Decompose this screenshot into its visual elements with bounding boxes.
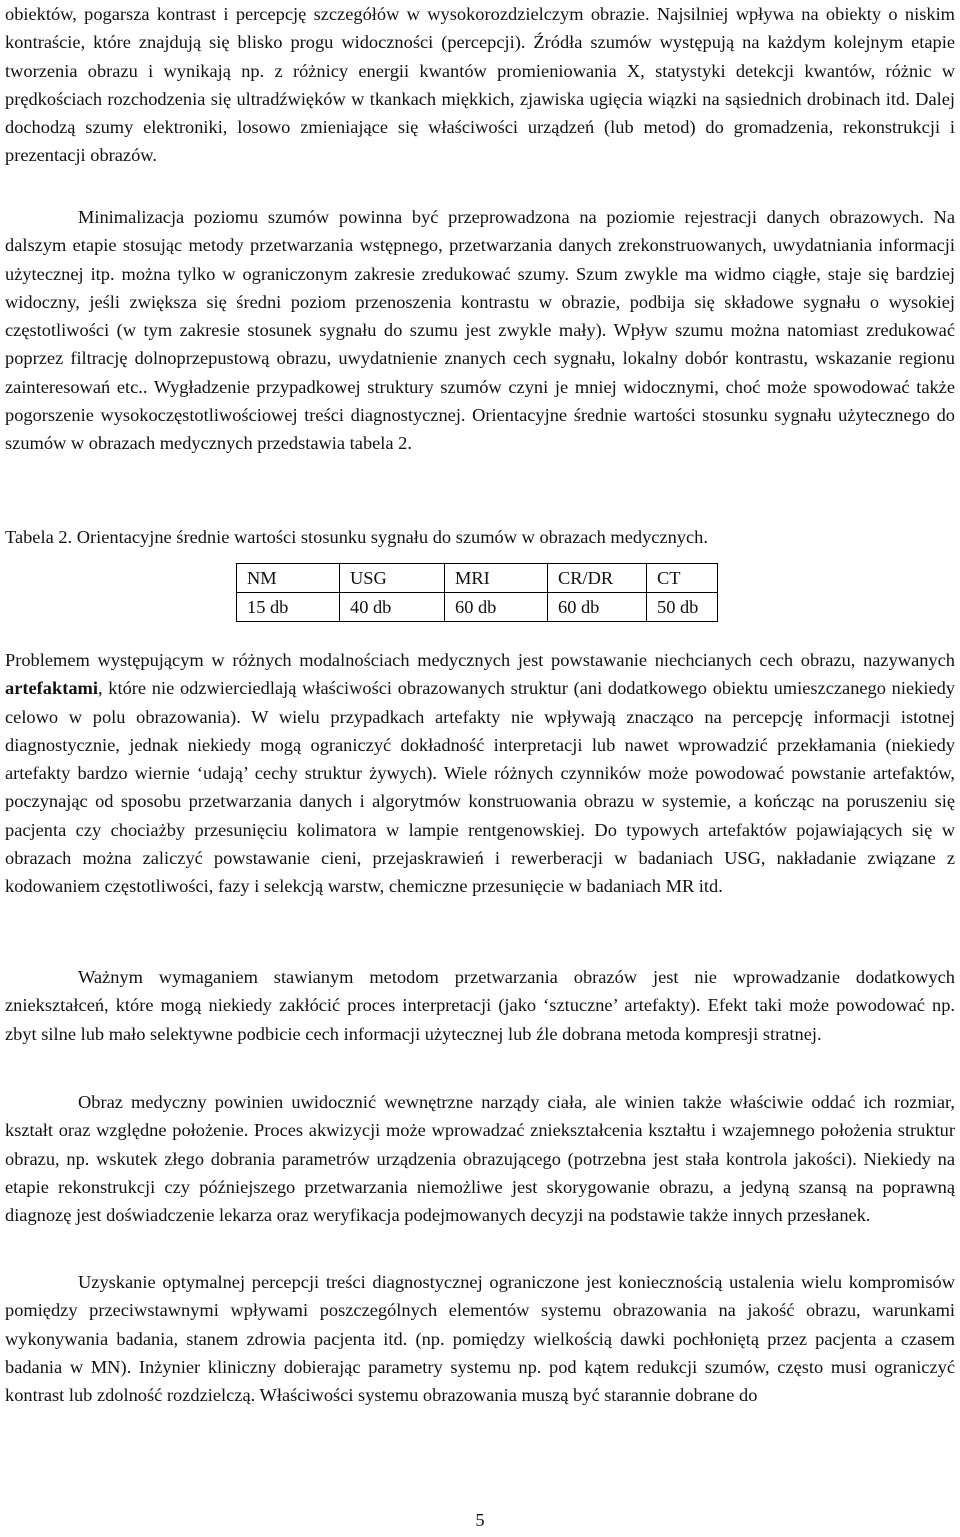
table-header-cell: USG — [340, 564, 445, 593]
table-cell: 60 db — [445, 593, 548, 622]
paragraph-compromises: Uzyskanie optymalnej percepcji treści diagnostycznej ograniczone jest koniecznością ustalenia wielu kompromisów pomiędzy przeciwstawnymi wpływami poszczególnych elementów systemu obrazowania na jakość obrazu, warunkami wykonywania badania, stanem zdrowia pacjenta itd. (np. pomiędzy wielkością dawki pochłoniętą przez pacjenta a czasem badania w MN). Inżynier kliniczny dobierając parametry systemu np. pod kątem redukcji szumów, często musi ograniczyć kontrast lub zdolność rozdzielczą. Właściwości systemu obrazowania muszą być starannie dobrane do — [5, 1272, 955, 1406]
paragraph-noise-reduction: Minimalizacja poziomu szumów powinna być przeprowadzona na poziomie rejestracji danych obrazowych. Na dalszym etapie stosując metody przetwarzania wstępnego, przetwarzania danych zrekonstruowanych, uwydatniania informacji użytecznej itp. można tylko w ograniczonym zakresie zredukować szumy. Szum zwykle ma widmo ciągłe, staje się bardziej widoczny, jeśli zwiększa się średni poziom przenoszenia kontrastu w obrazie, podbija się składowe sygnału o wysokiej częstotliwości (w tym zakresie stosunek sygnału do szumu jest zwykle mały). Wpływ szumu można natomiast zredukować poprzez filtrację dolnoprzepustową obrazu, uwydatnienie znanych cech sygnału, lokalny dobór kontrastu, wskazanie regionu zainteresowań etc.. Wygładzenie przypadkowej struktury szumów czyni je mniej widocznymi, choć może spowodować także pogorszenie wysokoczęstotliwościowej treści diagnostycznej. Orientacyjne średnie wartości stosunku sygnału użytecznego do szumów w obrazach medycznych przedstawia tabela 2. — [5, 207, 955, 454]
snr-table — [236, 563, 718, 622]
table-cell: 40 db — [340, 593, 445, 622]
paragraph-processing-requirements: Ważnym wymaganiem stawianym metodom przetwarzania obrazów jest nie wprowadzanie dodatkowych zniekształceń, które mogą niekiedy zakłócić proces interpretacji (jako ‘sztuczne’ artefakty). Efekt taki może powodować np. zbyt silne lub mało selektywne podbicie cech informacji użytecznej lub źle dobrana metoda kompresji stratnej. — [5, 967, 955, 1044]
table-header-cell: CR/DR — [548, 564, 647, 593]
table-header-cell: NM — [237, 564, 340, 593]
page-number: 5 — [475, 1510, 485, 1530]
paragraph-artifacts — [5, 646, 955, 901]
artifacts-term: artefaktami — [5, 678, 98, 699]
artifacts-text-start: Problemem występującym w różnych modalnościach medycznych jest powstawanie niechcianych cech obrazu, nazywanych — [5, 650, 955, 670]
paragraph-geometry: Obraz medyczny powinien uwidocznić wewnętrzne narządy ciała, ale winien także właściwie oddać ich rozmiar, kształt oraz względne położenie. Proces akwizycji może wprowadzać zniekształcenia kształtu i wzajemnego położenia struktur obrazu, np. wskutek złego dobrania parametrów urządzenia obrazującego (potrzebna jest stała kontrola jakości). Niekiedy na etapie rekonstrukcji czy późniejszego przetwarzania niemożliwe jest skorygowanie obrazu, a jedyną szansą na poprawną diagnozę jest doświadczenie lekarza oraz weryfikacja podejmowanych decyzji na podstawie także innych przesłanek. — [5, 1092, 955, 1226]
table-cell: 60 db — [548, 593, 647, 622]
artifacts-text-end: , które nie odzwierciedlają właściwości obrazowanych struktur (ani dodatkowego obiektu umieszczanego niekiedy celowo w polu obrazowania). W wielu przypadkach artefakty nie wpływają znacząco na percepcję informacji istotnej diagnostycznie, jednak niekiedy mogą ograniczyć dokładność interpretacji lub nawet wprowadzić przekłamania (niekiedy artefakty bardzo wiernie ‘udają’ cechy struktur żywych). Wiele różnych czynników może powodować powstanie artefaktów, poczynając od sposobu przetwarzania danych i algorytmów konstruowania obrazu w systemie, a kończąc na poruszeniu się pacjenta czy chociażby przesunięciu kolimatora w lampie rentgenowskiej. Do typowych artefaktów pojawiających się w obrazach można zaliczyć powstawanie cieni, przejaskrawień i rewerberacji w badaniach USG, nakładanie związane z kodowaniem częstotliwości, fazy i selekcją warstw, chemiczne przesunięcie w badaniach MR itd. — [5, 678, 955, 897]
table-header-cell: MRI — [445, 564, 548, 593]
table-cell: 50 db — [647, 593, 718, 622]
table-header-cell: CT — [647, 564, 718, 593]
table-cell: 15 db — [237, 593, 340, 622]
table-row — [237, 593, 718, 622]
table-header-row — [237, 564, 718, 593]
paragraph-noise-sources: obiektów, pogarsza kontrast i percepcję szczegółów w wysokorozdzielczym obrazie. Najsilniej wpływa na obiekty o niskim kontraście, które znajdują się blisko progu widoczności (percepcji). Źródła szumów występują na każdym kolejnym etapie tworzenia obrazu i wynikają np. z różnicy energii kwantów promieniowania X, statystyki detekcji kwantów, różnic w prędkościach rozchodzenia się ultradźwięków w tkankach miękkich, zjawiska ugięcia wiązki na sąsiednich drobinach itd. Dalej dochodzą szumy elektroniki, losowo zmieniające się właściwości urządzeń (lub metod) do gromadzenia, rekonstrukcji i prezentacji obrazów. — [5, 4, 955, 166]
table-caption: Tabela 2. Orientacyjne średnie wartości stosunku sygnału do szumów w obrazach medycznych. — [5, 527, 708, 547]
